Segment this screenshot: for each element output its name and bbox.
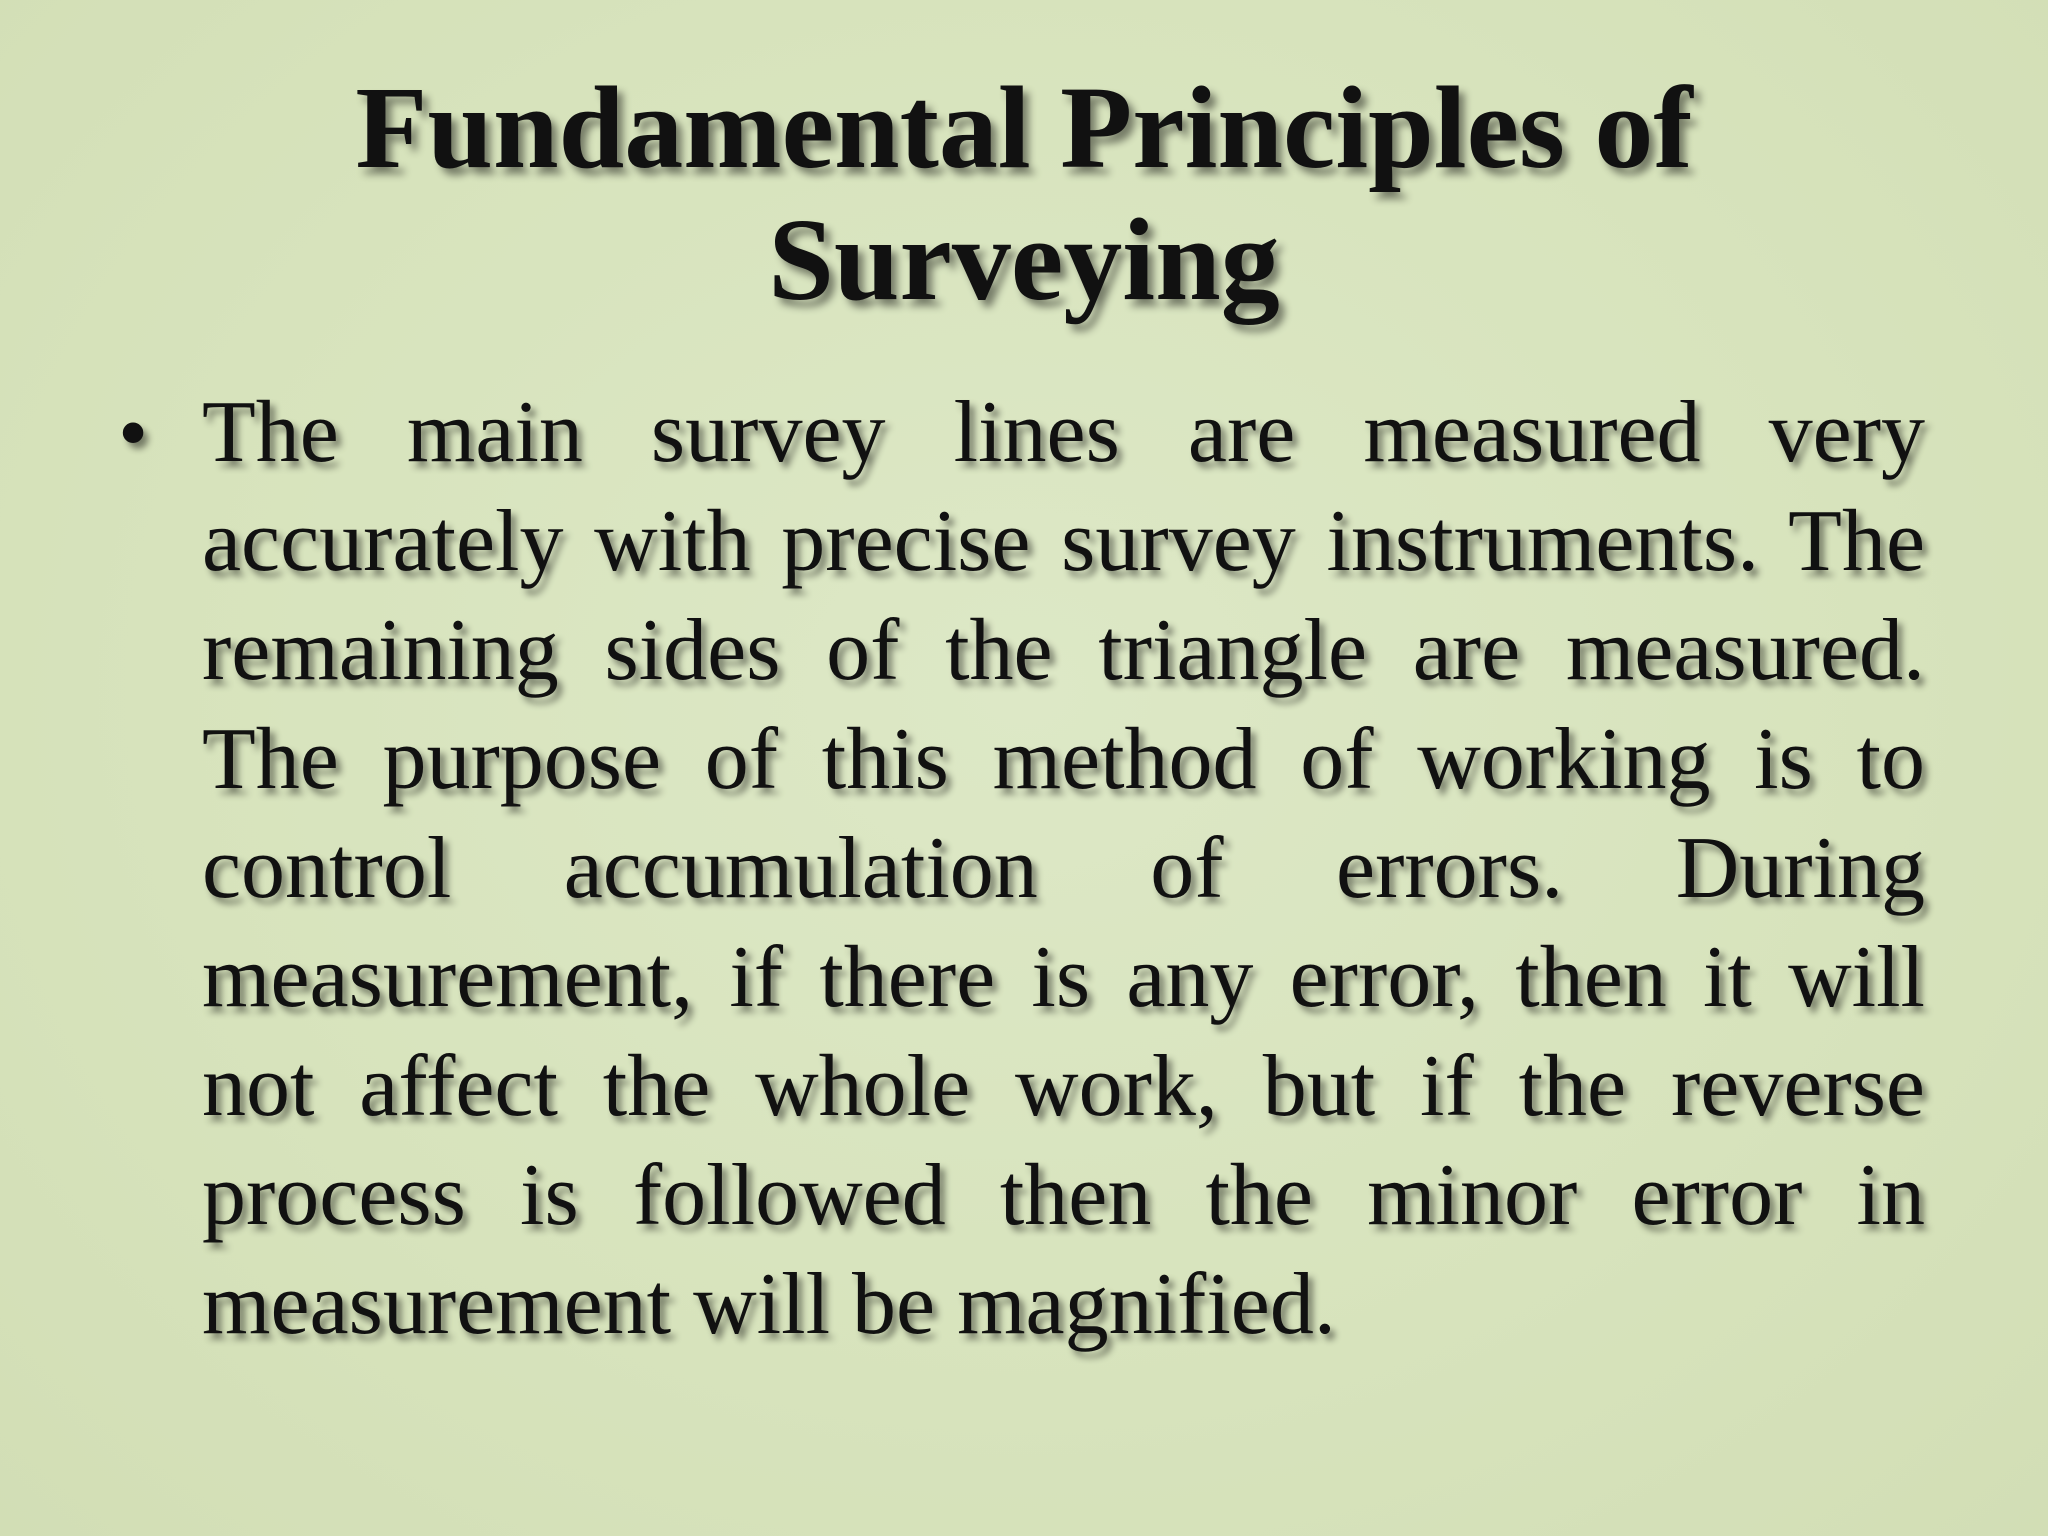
bullet-item <box>110 378 1925 1359</box>
bullet-list <box>110 378 1925 1359</box>
bullet-icon: • <box>118 384 149 480</box>
slide-title: Fundamental Principles of Surveying <box>355 62 1693 325</box>
bullet-text: The main survey lines are measured very accurately with precise survey instruments. The remaining sides of the triangle are measured. The purpose of this method of working is to control accumulation of errors. During measurement, if there is any error, then it will not affect the whole work, but if the reverse process is followed then the minor error in measurement will be magnified. <box>202 384 1925 1353</box>
